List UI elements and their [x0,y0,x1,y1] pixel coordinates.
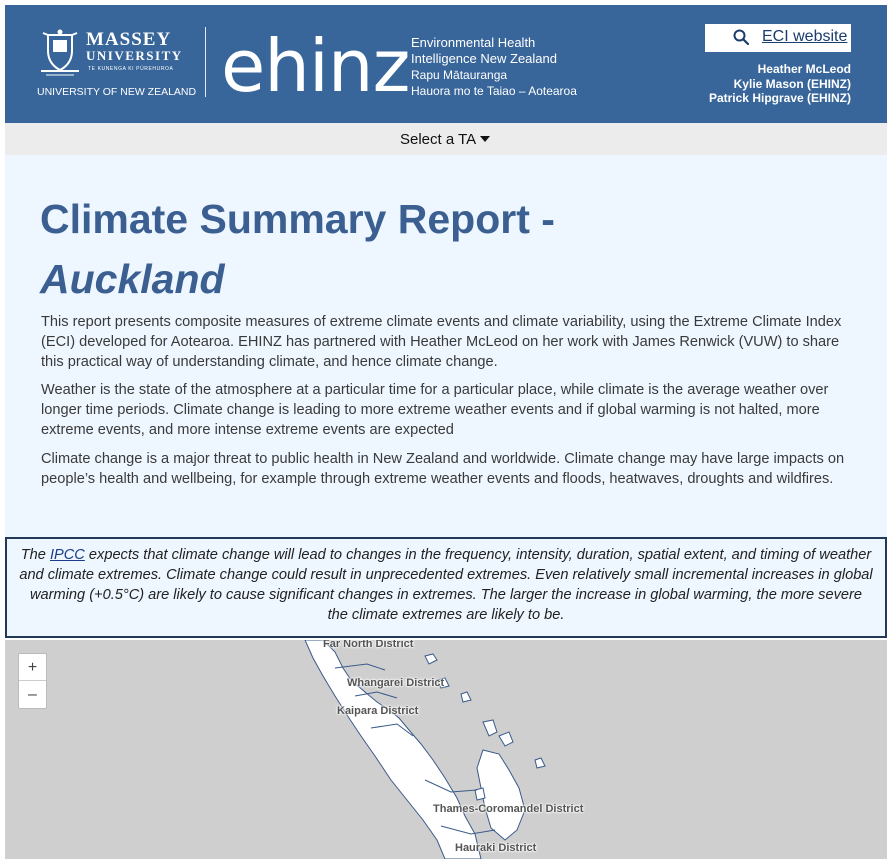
title-text: Climate Summary Report - [40,196,555,242]
crest-icon [40,29,80,77]
eci-website-link[interactable]: ECI website [762,28,848,45]
page-title [40,189,600,309]
tagline-line: Intelligence New Zealand [411,51,557,66]
weather-paragraph: Weather is the state of the atmosphere at a particular time for a particular place, while climate is the average weather over longer time periods. Climate change is leading to more extreme weather events and if global warming is not halted, more extreme events, and more intense extreme events are expected [41,382,829,438]
quote-prefix: The [20,547,46,563]
ipcc-quote-box [5,537,887,638]
island [425,654,437,664]
zoom-out-button[interactable]: – [28,686,37,703]
island [461,692,471,702]
tagline-line: Hauora mo te Taiao – Aotearoa [411,84,577,98]
university-word: UNIVERSITY [86,48,183,63]
health-paragraph: Climate change is a major threat to public health in New Zealand and worldwide. Climate change may have large impacts on people’s health and wellbeing, for example through extreme weather events and floods, heatwaves, droughts and wildfires. [41,451,845,487]
district-label-thames-coromandel[interactable]: Thames-Coromandel District [433,803,584,815]
authors [709,62,851,106]
university-full-name: UNIVERSITY OF NEW ZEALAND [37,86,197,98]
ta-dropdown[interactable] [400,131,490,148]
header-divider [205,27,206,97]
massey-logo[interactable] [36,29,197,101]
ta-selector-bar [5,123,887,155]
eci-website-box[interactable] [705,24,851,52]
map-land-shapes [5,640,887,859]
tagline-line: Rapu Mātauranga [411,68,508,82]
search-icon [733,29,749,45]
header [5,5,887,123]
district-label-hauraki[interactable]: Hauraki District [455,842,537,854]
district-map[interactable] [5,640,887,859]
ehinz-tagline [411,35,577,99]
ta-dropdown-label: Select a TA [400,131,477,148]
district-label-far-north[interactable]: Far North District [323,640,414,650]
quote-text: expects that climate change will lead to changes in the frequency, intensity, duration, spatial extent, and timing of weather and climate extremes. Climate change could result in unprecedented extremes. Even relatively small incremental increases in global warming (+0.5°C) are likely to cause significant changes in extremes. The larger the increase in global warming, the more severe the climate extremes are likely to be. [19,547,873,623]
island [499,732,513,746]
island [535,758,545,768]
author-name: Heather McLeod [757,62,851,76]
intro-paragraph: This report presents composite measures of extreme climate events and climate variability, using the Extreme Climate Index (ECI) developed for Aotearoa. EHINZ has partnered with Heather McLeod on her work with James Renwick (VUW) to share this practical way of understanding climate, and hence climate change. [41,314,842,370]
caret-down-icon [480,136,490,142]
ehinz-logo[interactable]: ehinz [221,24,410,108]
zoom-in-button[interactable]: + [19,654,46,681]
author-name: Patrick Hipgrave (EHINZ) [708,91,851,105]
author-name: Kylie Mason (EHINZ) [733,76,851,91]
university-maori-name: TE KUNENGA KI PŪREHUROA [88,66,174,72]
tagline-line: Environmental Health [411,35,536,50]
university-name: MASSEY [86,29,172,50]
map-zoom-controls [18,653,47,709]
ipcc-link[interactable]: IPCC [49,547,85,563]
north-island-landmass [305,640,481,859]
island [483,720,497,736]
district-label-whangarei[interactable]: Whangarei District [347,677,445,689]
report-content [5,155,887,538]
title-city: Auckland [40,256,225,302]
district-label-kaipara[interactable]: Kaipara District [337,705,419,717]
